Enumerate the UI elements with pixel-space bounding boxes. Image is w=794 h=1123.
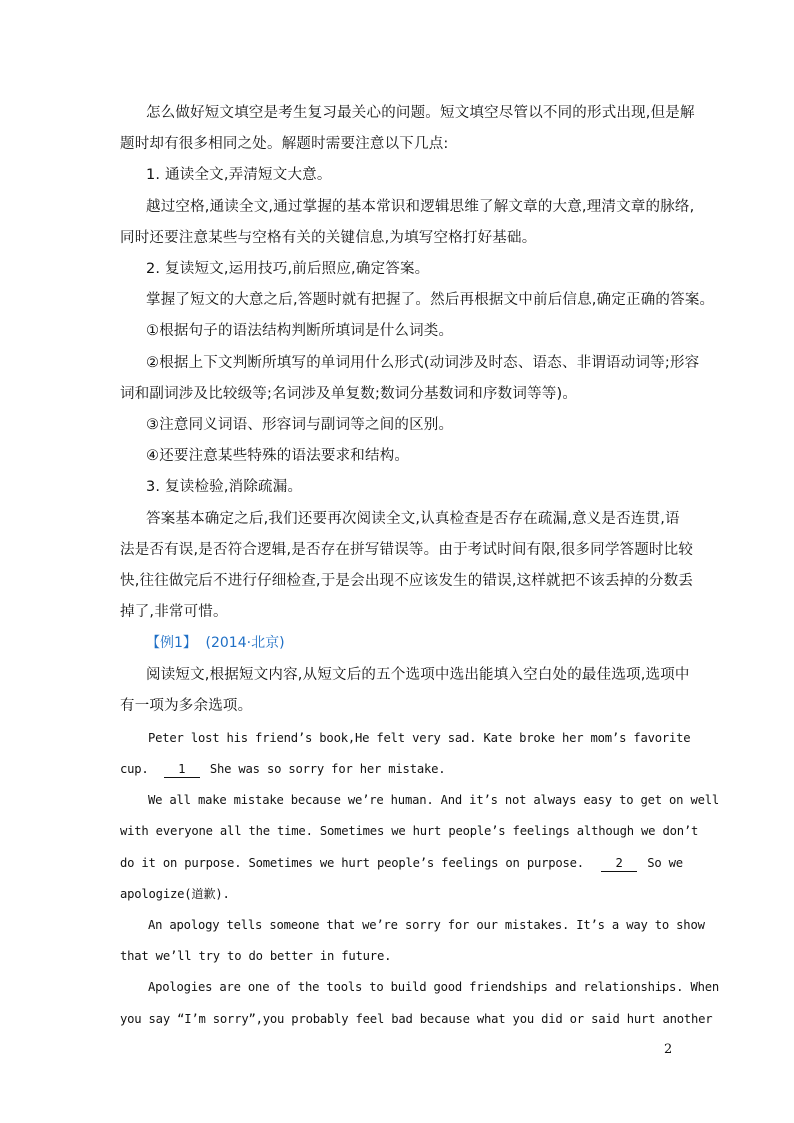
body-line: 同时还要注意某些与空格有关的关键信息,为填写空格打好基础。: [120, 230, 537, 246]
example-instruction: 阅读短文,根据短文内容,从短文后的五个选项中选出能填入空白处的最佳选项,选项中: [146, 667, 690, 683]
example-heading: [146, 633, 794, 653]
passage-line: Apologies are one of the tools to build good friendships and relationships. When: [148, 980, 719, 994]
passage-line: We all make mistake because we’re human. And it’s not always easy to get on well: [148, 793, 719, 807]
passage-line: [120, 759, 794, 779]
example-source: (2014·北京): [205, 635, 285, 651]
body-line: 怎么做好短文填空是考生复习最关心的问题。短文填空尽管以不同的形式出现,但是解: [146, 105, 695, 121]
list-item: ②根据上下文判断所填写的单词用什么形式(动词涉及时态、语态、非谓语动词等;形容: [146, 355, 700, 371]
passage-text: do it on purpose. Sometimes we hurt people’s feelings on purpose.: [120, 856, 584, 870]
example-instruction: 有一项为多余选项。: [120, 698, 253, 714]
body-line: 答案基本确定之后,我们还要再次阅读全文,认真检查是否存在疏漏,意义是否连贯,语: [146, 511, 680, 527]
body-line: 词和副词涉及比较级等;名词涉及单复数;数词分基数词和序数词等等)。: [120, 386, 578, 402]
body-line: 掉了,非常可惜。: [120, 604, 228, 620]
blank-1: 1: [164, 762, 200, 778]
passage-line: that we’ll try to do better in future.: [120, 949, 392, 963]
list-item: ①根据句子的语法结构判断所填词是什么词类。: [146, 323, 454, 339]
passage-line: Peter lost his friend’s book,He felt very sad. Kate broke her mom’s favorite: [148, 731, 691, 745]
body-line: 题时却有很多相同之处。解题时需要注意以下几点:: [120, 136, 449, 152]
passage-line: An apology tells someone that we’re sorry for our mistakes. It’s a way to show: [148, 918, 705, 932]
passage-line: you say “I’m sorry”,you probably feel bad because what you did or said hurt another: [120, 1012, 713, 1026]
page-number: 2: [664, 1042, 673, 1057]
passage-line: apologize(道歉).: [120, 887, 230, 901]
body-line: 法是否有误,是否符合逻辑,是否存在拼写错误等。由于考试时间有限,很多同学答题时比较: [120, 542, 694, 558]
example-tag: 【例1】: [146, 635, 197, 651]
body-line: 掌握了短文的大意之后,答题时就有把握了。然后再根据文中前后信息,确定正确的答案。: [146, 292, 715, 308]
passage-line: with everyone all the time. Sometimes we hurt people’s feelings although we don’t: [120, 824, 699, 838]
passage-text: cup.: [120, 762, 149, 776]
passage-text: She was so sorry for her mistake.: [209, 762, 446, 776]
passage-line: [120, 853, 794, 873]
passage-text: So we: [647, 856, 683, 870]
section-heading-2: 2. 复读短文,运用技巧,前后照应,确定答案。: [146, 261, 430, 277]
list-item: ③注意同义词语、形容词与副词等之间的区别。: [146, 417, 454, 433]
section-heading-1: 1. 通读全文,弄清短文大意。: [146, 167, 332, 183]
blank-2: 2: [601, 856, 637, 872]
list-item: ④还要注意某些特殊的语法要求和结构。: [146, 448, 410, 464]
section-heading-3: 3. 复读检验,消除疏漏。: [146, 479, 303, 495]
body-line: 越过空格,通读全文,通过掌握的基本常识和逻辑思维了解文章的大意,理清文章的脉络,: [146, 199, 695, 215]
body-line: 快,往往做完后不进行仔细检查,于是会出现不应该发生的错误,这样就把不该丢掉的分数丢: [120, 573, 694, 589]
